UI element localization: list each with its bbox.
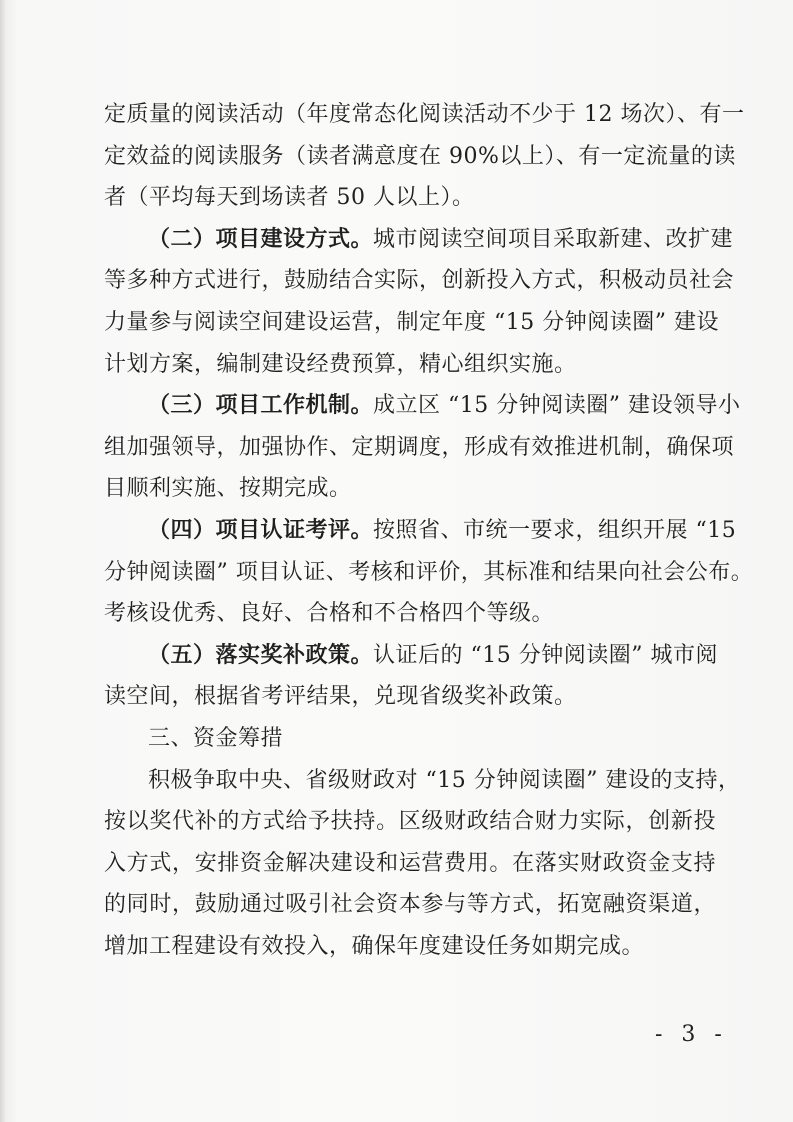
section-heading: （三）项目工作机制。 [148,393,374,419]
text-line: 积极争取中央、省级财政对 “15 分钟阅读圈” 建设的支持， [148,767,741,793]
text-line: 考核设优秀、良好、合格和不合格四个等级。 [104,601,555,627]
section-heading: （四）项目认证考评。 [148,517,374,543]
paragraph-certification-evaluation [104,510,754,635]
text-run: 认证后的 “15 分钟阅读圈” 城市阅 [373,642,718,668]
text-line: 按以奖代补的方式给予扶持。区级财政结合财力实际，创新投 [104,809,716,835]
text-line: 计划方案，编制建设经费预算，精心组织实施。 [104,351,577,377]
section-heading: （五）落实奖补政策。 [148,642,374,668]
paragraph-construction-method [104,219,735,385]
text-line: 增加工程建设有效投入，确保年度建设任务如期完成。 [104,933,645,959]
text-line: 力量参与阅读空间建设运营，制定年度 “15 分钟阅读圈” 建设 [104,309,719,335]
text-line: 读空间，根据省考评结果，兑现省级奖补政策。 [104,684,577,710]
paragraph-funding [104,760,741,968]
text-line: 入方式，安排资金解决建设和运营费用。在落实财政资金支持 [104,850,716,876]
section-heading: （二）项目建设方式。 [148,226,374,252]
text-line [104,635,716,677]
text-line: 定效益的阅读服务（读者满意度在 90%以上）、有一定流量的读 [104,143,736,169]
section-title: 三、资金筹措 [148,725,284,751]
text-line: 等多种方式进行，鼓励结合实际，创新投入方式，积极动员社会 [104,268,735,294]
page-number: - 3 - [655,1022,728,1047]
text-line [104,510,737,552]
text-line: 的同时，鼓励通过吸引社会资本参与等方式，拓宽融资渠道， [104,892,716,918]
text-line: 分钟阅读圈” 项目认证、考核和评价，其标准和结果向社会公布。 [104,559,754,585]
document-body [104,94,754,967]
text-run: 按照省、市统一要求，组织开展 “15 [373,517,737,543]
text-run: 城市阅读空间项目采取新建、改扩建 [373,226,734,252]
text-line: 者（平均每天到场读者 50 人以上）。 [104,185,475,211]
text-line [104,385,741,427]
text-line: 目顺利实施、按期完成。 [104,476,352,502]
text-line: 定质量的阅读活动（年度常态化阅读活动不少于 12 场次）、有一 [104,102,745,127]
paragraph-subsidy-policy [104,635,716,718]
paragraph-work-mechanism [104,385,741,510]
text-line [104,219,734,261]
text-line: 组加强领导，加强协作、定期调度，形成有效推进机制，确保项 [104,434,735,460]
section-title-funding [104,718,716,760]
paragraph-reading-standards [104,94,745,219]
text-run: 成立区 “15 分钟阅读圈” 建设领导小 [373,393,741,419]
